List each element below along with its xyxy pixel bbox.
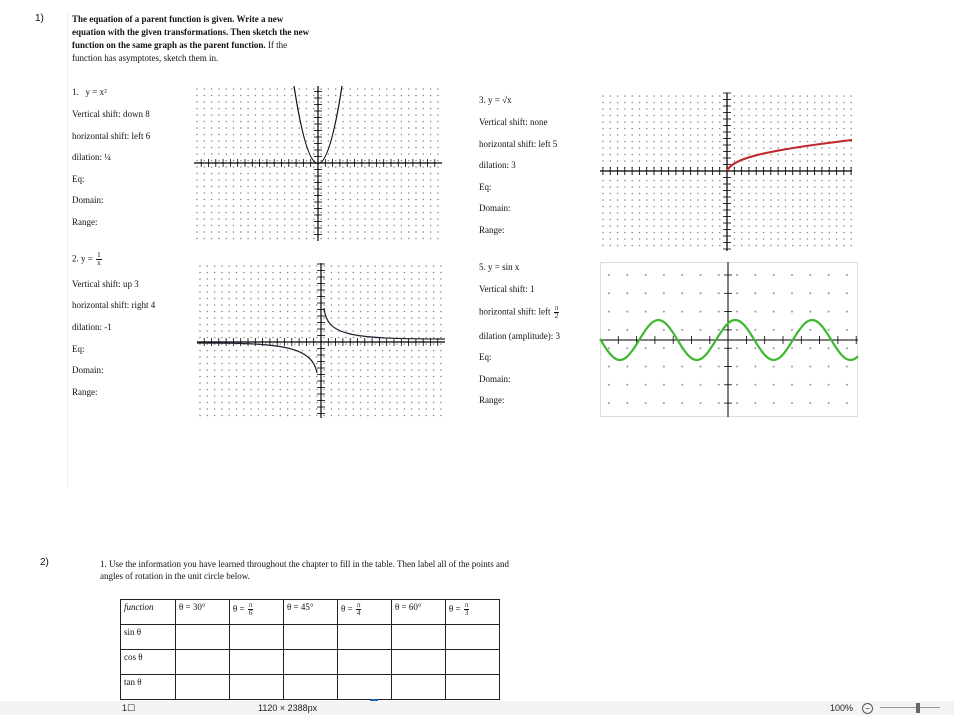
problem-2-horizontal: horizontal shift: right 4 (72, 300, 156, 310)
problem-2-fraction: $\frac{1}{x}$ (97, 251, 101, 267)
table-row (121, 675, 500, 700)
problem-5-fraction: $\frac{\pi}{2}$ (554, 304, 559, 320)
instructions-normal: If the function has asymptotes, sketch them in. (72, 40, 288, 63)
sqrt-curve (727, 140, 852, 171)
table-header-row (121, 600, 500, 625)
question-2-number: 2) (40, 557, 49, 568)
image-dimensions: 1120 × 2388px (258, 703, 318, 713)
table-row (121, 650, 500, 675)
problem-3-range: Range: (479, 225, 505, 235)
page-icon[interactable]: 1☐ (122, 703, 136, 713)
problem-2-range: Range: (72, 387, 98, 397)
status-bar (0, 701, 954, 715)
problem-1-horizontal: horizontal shift: left 6 (72, 131, 151, 141)
trig-table (120, 599, 500, 700)
problem-1-label: 1. (72, 87, 79, 97)
row-label-sin: sin θ (121, 625, 176, 650)
problem-3-domain: Domain: (479, 203, 511, 213)
problem-3-eq: Eq: (479, 182, 492, 192)
problem-1-vertical: Vertical shift: down 8 (72, 109, 150, 119)
problem-1-function: y = x² (85, 87, 107, 97)
problem-3-dilation: dilation: 3 (479, 160, 516, 170)
header-30deg: θ = 30° (176, 600, 230, 625)
problem-3-vertical: Vertical shift: none (479, 117, 548, 127)
problem-2-dilation: dilation: -1 (72, 322, 112, 332)
problem-5-range: Range: (479, 395, 505, 405)
zoom-slider-handle[interactable] (916, 703, 920, 713)
graph-sine (600, 262, 858, 417)
header-60deg: θ = 60° (392, 600, 446, 625)
header-pi-6: θ = $\frac{\pi}{6}$ (230, 600, 284, 625)
problem-1-range: Range: (72, 217, 98, 227)
problem-5-eq: Eq: (479, 352, 492, 362)
problem-5-vertical: Vertical shift: 1 (479, 284, 535, 294)
header-pi-3: θ = $\frac{\pi}{3}$ (446, 600, 500, 625)
question-1-number: 1) (35, 13, 44, 24)
row-label-tan: tan θ (121, 675, 176, 700)
problem-2-function-prefix: y = (81, 253, 93, 264)
problem-1-dilation: dilation: ¼ (72, 152, 111, 162)
graph-square-root (600, 93, 852, 251)
zoom-slider[interactable] (880, 707, 940, 708)
problem-2-domain: Domain: (72, 365, 104, 375)
graph-parabola (194, 86, 442, 241)
reciprocal-branch-right (324, 308, 445, 339)
zoom-level: 100% (830, 703, 854, 713)
table-row (121, 625, 500, 650)
problem-1-eq: Eq: (72, 174, 85, 184)
header-pi-4: θ = $\frac{\pi}{4}$ (338, 600, 392, 625)
header-function: function (121, 600, 176, 625)
problem-2-eq: Eq: (72, 344, 85, 354)
problem-5-function: y = sin x (488, 262, 520, 272)
problem-5-horizontal-prefix: horizontal shift: left (479, 306, 551, 317)
row-label-cos: cos θ (121, 650, 176, 675)
instructions-bold: The equation of a parent function is given. Write a new equation with the given transformations. Then sketch the new function on the same graph as the parent function. (72, 14, 310, 50)
question-2-instructions: 1. Use the information you have learned throughout the chapter to fill in the table. Then label all of the points and angles of rotation in the unit circle below. (100, 559, 509, 581)
problem-5-domain: Domain: (479, 374, 511, 384)
margin-line (67, 12, 68, 488)
question-1-instructions (72, 13, 312, 65)
reciprocal-branch-left (197, 343, 317, 373)
zoom-out-button[interactable]: − (862, 703, 873, 714)
problem-2-vertical: Vertical shift: up 3 (72, 279, 139, 289)
problem-3-horizontal: horizontal shift: left 5 (479, 139, 558, 149)
problem-5-label: 5. (479, 262, 486, 272)
problem-2-label: 2. (72, 253, 79, 264)
problem-5-dilation: dilation (amplitude): 3 (479, 331, 560, 341)
problem-3-function: y = √x (488, 95, 512, 105)
problem-1-domain: Domain: (72, 195, 104, 205)
header-45deg: θ = 45° (284, 600, 338, 625)
graph-reciprocal (197, 263, 445, 418)
problem-3-label: 3. (479, 95, 486, 105)
